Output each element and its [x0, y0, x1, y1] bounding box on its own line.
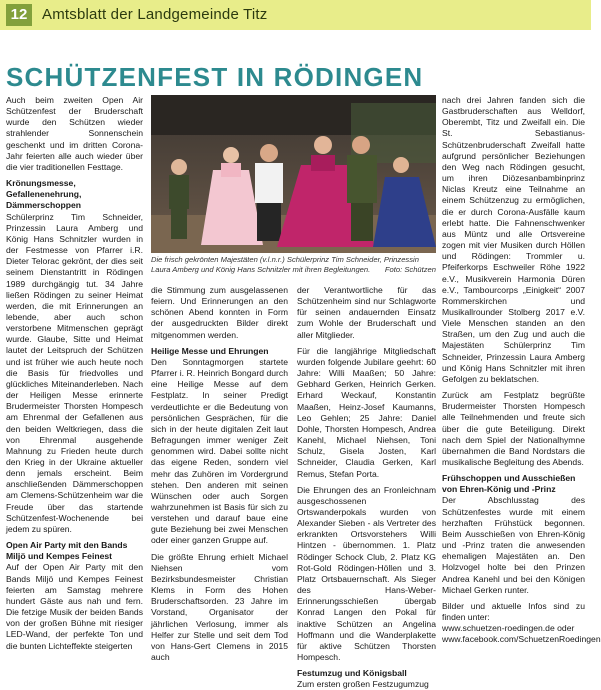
article-headline: SCHÜTZENFEST IN RÖDINGEN	[6, 62, 424, 92]
publication-title: Amtsblatt der Landgemeinde Titz	[42, 6, 268, 23]
article-column-3	[297, 285, 436, 690]
subheading-fruehschoppen: Frühschoppen und Ausschießen von Ehren-König und -Prinz	[442, 473, 576, 495]
article-column-2	[151, 285, 288, 662]
paragraph-jubilare: Für die langjährige Mitgliedschaft wurden folgende Jubilare geehrt: 60 Jahre: Willi Maaßen; 50 Jahre: Gebhard Gerken, Heinrich Gerken. Erhard Weckauf, Konstantin Maaßen, Heinz-Josef Kaumanns, Leo Gehlen; 25 Jahre: Daniel Dohle, Thorsten Hompesch, Andrea Kanehl, Michael Niehsen, Toni Schulz, Gisela Josten, Karl Schneider, Claudia Gerken, Karl Remus, Stefan Porta.	[297, 345, 436, 479]
subheading-messe: Heilige Messe und Ehrungen	[151, 345, 269, 356]
caption-text: Die frisch gekrönten Majestäten (v.l.n.r.) Schülerprinz Tim Schneider, Prinzessin Laura Amberg und König Hans Schnitzler mit ihren Begleitungen.	[151, 255, 419, 274]
article-column-1	[6, 95, 143, 651]
paragraph-festumzug-start: Zum ersten großen Festzugumzug	[297, 679, 429, 690]
paragraph-col3-start: der Verantwortliche für das Schützenheim sind nur Schlagworte für seinen andauernden Einsatz zum Wohle der Bruderschaft und aller Mitglieder.	[297, 285, 436, 340]
page-number: 12	[6, 4, 32, 26]
page-header	[0, 0, 591, 30]
paragraph-kroenung: Schülerprinz Tim Schneider, Prinzessin Laura Amberg und König Hans Schnitzler wurden in der Festmesse von Pfarrer i.R. Dieter Teloraс gekrönt, der dies seit seinem Dienstantritt in Rödingen 1989 durchgängig tut. 34 Jahre ließen Rödingen zu seiner Heimat werden, die mit Erinnerungen an lebende, aber auch schon verstorbene Mitmenschen geprägt wurde. Glaube, Sitte und Heimat lautet der Leitspruch der Schützen und ist früher wie auch heute noch die Basis für friedvolles und glückliches Miteinanderleben. Nach der Heiligen Messe erinnerte Brudermeister Thorsten Hompesch am Ehrenmal der Gefallenen aus den beiden Weltkriegen, dass die von Ehrenmal ausgehende Mahnung zu Frieden heute durch den Krieg in der Ukraine aktueller denn jemals erscheint. Beim anschließenden Dämmerschoppen am Clemens-Schützenheim war die Freude über das startende Schützenfest-Wochenende bei jedem zu spüren.	[6, 211, 143, 534]
subheading-kroenung: Krönungsmesse, Gefallenenehrung, Dämmerschoppen	[6, 178, 82, 211]
link-website[interactable]: www.schuetzen-roedingen.de oder	[442, 623, 575, 634]
paragraph-fruehschoppen: Der Abschlusstag des Schützenfestes wurde mit einem herzhaften Frühstück begonnen. Beim Ausschießen von Ehren-König und -Prinz traten die anwesenden ehemaligen Majestäten an. Den Holzvogel holte bei den Prinzen Andrea Kanehl und bei den Königen Michael Gerken runter.	[442, 495, 585, 595]
article-intro: Auch beim zweiten Open Air Schützenfest der Bruderschaft wurde den Schützen wieder strahlender Sonnenschein geschenkt und im dritten Corona-Jahr feierten alle auch wieder über die vier traditionellen Festtage.	[6, 95, 143, 172]
paragraph-fronleichnam: Die Ehrungen des an Fronleichnam ausgeschossenen Ortswanderpokals wurden von Alexander Sieben - als Vertreter des erkrankten Ortsvorstehers Willi Hintzen - übernommen. 1. Platz Rödinger Schock Club, 2. Platz KG Rot-Gold Rödingen-Höllen und 3. Platz Ortsbauernschaft. Als Sieger des Hans-Weber-Erinnerungsschießen übergab Konrad Langen den Pokal für inaktive Schützen an Angelina Hoffmann und die Wanderplakette für aktive Schützen Thorsten Hompesch.	[297, 484, 436, 662]
paragraph-festplatz: Zurück am Festplatz begrüßte Brudermeister Thorsten Hompesch alle Teilnehmenden und freute sich über die gute Beteiligung. Direkt nach dem Spiel der Nationalhymne übernahmen die Band Nordstars die musikalische Begleitung des Abends.	[442, 390, 585, 467]
paragraph-messe: Den Sonntagmorgen startete Pfarrer i. R. Heinrich Bongard durch eine Heilige Messe auf dem Festplatz. In seiner Predigt verdeutlichte er die Bedeutung von persönlichen Gesprächen, für die sich in der heute digitalen Zeit laut Befragungen immer weniger Zeit genommen wird. Dabei sollte nicht das eigene Reden, sondern viel mehr das Zuhören im Vordergrund stehen. Den anderen mit seinen Wünschen oder auch Sorgen wahrzunehmen ist Basis für sich zu verstehen und darauf baue eine gute Beziehung bei zwei Menschen oder einer ganzen Gruppe auf.	[151, 356, 288, 546]
paragraph-col2-start: die Stimmung zum ausgelassenen feiern. Und Erinnerungen an den schönen Abend konnten in Form der ausgedruckten Bilder direkt mitgenommen werden.	[151, 285, 288, 340]
subheading-openair: Open Air Party mit den Bands Miljö und Kempes Feinest	[6, 540, 128, 562]
article-column-4	[442, 95, 601, 645]
paragraph-openair: Auf der Open Air Party mit den Bands Miljö und Kempes Feinest feierten am Samstag mehrere hundert Gäste aus nah und fern. Die fetzige Musik der beiden Bands von der großen Bühne mit riesiger LED-Wand, der perfekte Ton und die bunten Lichteffekte steigerten	[6, 562, 143, 651]
link-facebook[interactable]: www.facebook.com/SchuetzenRoedingen	[442, 634, 601, 645]
paragraph-col4-start: nach drei Jahren fanden sich die Gastbruderschaften aus Welldorf, Oberembt, Titz und Zweifall ein. Die St. Sebastianus-Schützenbruderschaft Zweifall hatte aufgrund persönlicher Beziehungen den Weg nach Rödingen gesucht, um ihren Diözesanbambinprinz Niclas Kreutz eine Teilnahme an einem Schützenzug zu ermöglichen, die er durch Corona-Ausfälle kaum erlebt hatte. Die Fahnenschwenker aus Müntz und alle Ortsvereine zogen mit vier Musiken durch Höllen und Rödingen: Trommler u. Pfeiferkorps Eschweiler Röhe 1922 e.V., Musikverein Harmonia Düren e.V., Tambourcorps „Einigkeit“ 2007 Rommerskirchen und Musikallrounder Stolberg 2017 e.V. Viele Menschen standen an den Straßen, um den Zug und auch die Majestäten Schülerprinz Tim Schneider, Prinzessin Laura Amberg und König Hans Schnitzler mit ihren Gefolgen zu beklatschen.	[442, 95, 585, 384]
coronation-photo	[151, 95, 436, 253]
paragraph-links: Bilder und aktuelle Infos sind zu finden unter:	[442, 600, 585, 623]
subheading-festumzug: Festumzug und Königsball	[297, 668, 407, 679]
photo-credit: Foto: Schützen	[384, 265, 436, 274]
photo-caption	[151, 255, 436, 275]
paragraph-ehrung: Die größte Ehrung erhielt Michael Niehsen vom Bezirksbundesmeister Christian Klems in Form des Hohen Bruderschaftsorden. 23 Jahre im Vorstand, Organisator der jährlichen Verlosung, immer als Helfer zur Stelle und seit dem Tod von Hans-Gert Clemens in 2015 auch	[151, 551, 288, 662]
